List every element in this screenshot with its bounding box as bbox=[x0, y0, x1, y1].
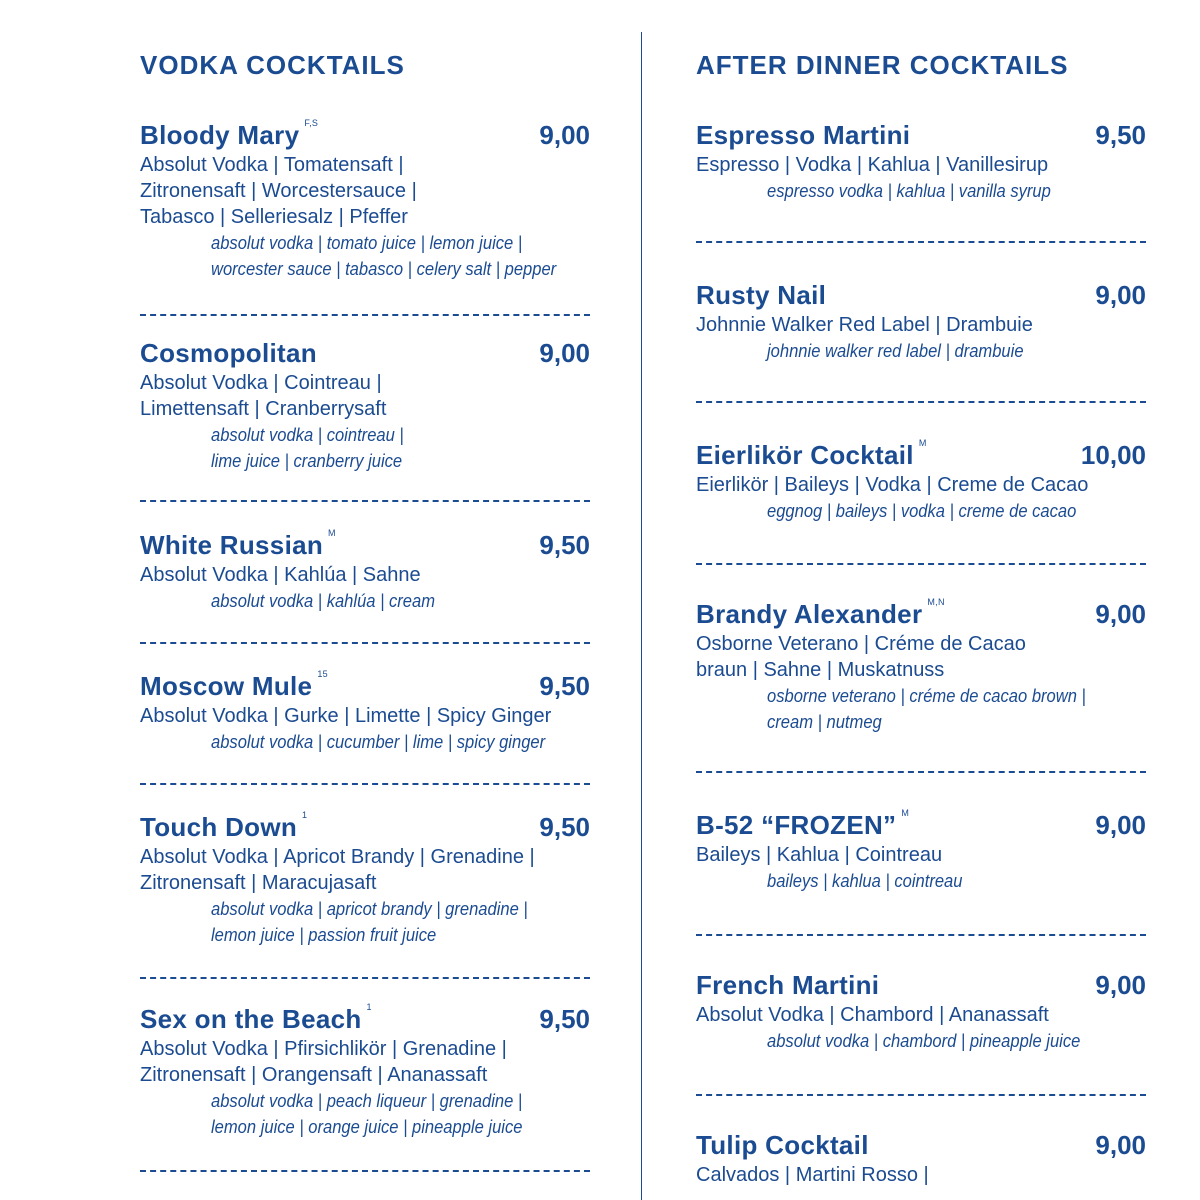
menu-item-espresso-martini bbox=[696, 120, 1146, 204]
english-ingredients: absolut vodka | chambord | pineapple juice bbox=[767, 1031, 1081, 1051]
section-title-vodka-cocktails: VODKA COCKTAILS bbox=[140, 50, 405, 80]
dashed-separator bbox=[140, 500, 590, 502]
dashed-separator bbox=[696, 401, 1146, 403]
item-name: Bloody Mary $^{F,S}$ bbox=[140, 118, 319, 150]
english-ingredients: lemon juice | orange juice | pineapple juice bbox=[211, 1117, 523, 1137]
dashed-separator bbox=[696, 771, 1146, 773]
english-ingredients: absolut vodka | kahlúa | cream bbox=[211, 591, 436, 611]
item-price: 9,50 bbox=[1095, 120, 1146, 150]
item-name: Rusty Nail bbox=[696, 280, 827, 310]
menu-item-rusty-nail bbox=[696, 280, 1146, 364]
german-ingredients: Tabasco | Selleriesalz | Pfeffer bbox=[140, 206, 408, 228]
german-ingredients: Johnnie Walker Red Label | Drambuie bbox=[696, 314, 1033, 336]
english-ingredients: baileys | kahlua | cointreau bbox=[767, 871, 963, 891]
item-name: Touch Down $^1$ bbox=[140, 810, 308, 842]
item-name: Tulip Cocktail bbox=[696, 1130, 869, 1160]
german-ingredients: Absolut Vodka | Gurke | Limette | Spicy Ginger bbox=[140, 705, 552, 727]
item-price: 9,00 bbox=[1095, 810, 1146, 840]
german-ingredients: braun | Sahne | Muskatnuss bbox=[696, 659, 945, 681]
menu-item-sex-on-the-beach bbox=[140, 1004, 590, 1140]
item-name: White Russian $^M$ bbox=[140, 528, 336, 560]
german-ingredients: Calvados | Martini Rosso | bbox=[696, 1164, 929, 1186]
menu-item-cosmopolitan bbox=[140, 338, 590, 474]
dashed-separator bbox=[140, 314, 590, 316]
german-ingredients: Absolut Vodka | Cointreau | bbox=[140, 372, 382, 394]
item-price: 9,00 bbox=[1095, 970, 1146, 1000]
dashed-separator bbox=[696, 1094, 1146, 1096]
english-ingredients: lemon juice | passion fruit juice bbox=[211, 925, 437, 945]
english-ingredients: worcester sauce | tabasco | celery salt | pepper bbox=[211, 259, 557, 279]
dashed-separator bbox=[140, 783, 590, 785]
allergen-note: M bbox=[918, 438, 927, 448]
menu-item-french-martini bbox=[696, 970, 1146, 1054]
item-name: Moscow Mule $^{15}$ bbox=[140, 669, 328, 701]
item-price: 9,00 bbox=[1095, 280, 1146, 310]
english-ingredients: espresso vodka | kahlua | vanilla syrup bbox=[767, 181, 1051, 201]
german-ingredients: Limettensaft | Cranberrysaft bbox=[140, 398, 387, 420]
dashed-separator bbox=[696, 934, 1146, 936]
menu-item-touch-down bbox=[140, 812, 590, 948]
menu-item-moscow-mule bbox=[140, 671, 590, 755]
allergen-note: 1 bbox=[302, 810, 308, 820]
english-ingredients: osborne veterano | créme de cacao brown | bbox=[767, 686, 1086, 706]
english-ingredients: absolut vodka | tomato juice | lemon juice | bbox=[211, 233, 523, 253]
english-ingredients: absolut vodka | cointreau | bbox=[211, 425, 404, 445]
english-ingredients: johnnie walker red label | drambuie bbox=[767, 341, 1024, 361]
item-name: Espresso Martini bbox=[696, 120, 911, 150]
german-ingredients: Eierlikör | Baileys | Vodka | Creme de Cacao bbox=[696, 474, 1089, 496]
section-title-after-dinner-cocktails: AFTER DINNER COCKTAILS bbox=[696, 50, 1069, 80]
allergen-note: 15 bbox=[317, 669, 328, 679]
item-price: 9,00 bbox=[539, 338, 590, 368]
item-name: French Martini bbox=[696, 970, 880, 1000]
allergen-note: M bbox=[901, 808, 910, 818]
item-price: 9,50 bbox=[539, 530, 590, 560]
allergen-note: M bbox=[328, 528, 336, 538]
german-ingredients: Baileys | Kahlua | Cointreau bbox=[696, 844, 943, 866]
item-name: B-52 “FROZEN” $^M$ bbox=[696, 808, 910, 840]
menu-item-white-russian bbox=[140, 530, 590, 614]
menu-item-brandy-alexander bbox=[696, 599, 1146, 735]
german-ingredients: Zitronensaft | Maracujasaft bbox=[140, 872, 377, 894]
menu-item-b-52-frozen bbox=[696, 810, 1146, 894]
menu-item-eierlikoer-cocktail bbox=[696, 440, 1146, 524]
german-ingredients: Absolut Vodka | Kahlúa | Sahne bbox=[140, 564, 421, 586]
english-ingredients: absolut vodka | peach liqueur | grenadine | bbox=[211, 1091, 523, 1111]
item-price: 9,00 bbox=[1095, 1130, 1146, 1160]
english-ingredients: eggnog | baileys | vodka | creme de cacao bbox=[767, 501, 1077, 521]
item-price: 9,50 bbox=[539, 671, 590, 701]
menu-item-bloody-mary bbox=[140, 120, 590, 282]
english-ingredients: absolut vodka | cucumber | lime | spicy ginger bbox=[211, 732, 546, 752]
item-name: Sex on the Beach $^1$ bbox=[140, 1002, 372, 1034]
item-name: Brandy Alexander $^{M,N}$ bbox=[696, 597, 945, 629]
dashed-separator bbox=[140, 977, 590, 979]
dashed-separator bbox=[140, 642, 590, 644]
english-ingredients: lime juice | cranberry juice bbox=[211, 451, 403, 471]
item-price: 10,00 bbox=[1080, 440, 1146, 470]
german-ingredients: Absolut Vodka | Tomatensaft | bbox=[140, 154, 404, 176]
item-price: 9,50 bbox=[539, 812, 590, 842]
german-ingredients: Espresso | Vodka | Kahlua | Vanillesirup bbox=[696, 154, 1049, 176]
item-name: Eierlikör Cocktail $^M$ bbox=[696, 438, 927, 470]
english-ingredients: cream | nutmeg bbox=[767, 712, 882, 732]
german-ingredients: Absolut Vodka | Apricot Brandy | Grenadine | bbox=[140, 846, 535, 868]
german-ingredients: Osborne Veterano | Créme de Cacao bbox=[696, 633, 1026, 655]
german-ingredients: Zitronensaft | Orangensaft | Ananassaft bbox=[140, 1064, 488, 1086]
dashed-separator bbox=[696, 241, 1146, 243]
column-divider bbox=[641, 32, 642, 1200]
dashed-separator bbox=[696, 563, 1146, 565]
item-name: Cosmopolitan bbox=[140, 338, 317, 368]
allergen-note: F,S bbox=[304, 118, 319, 128]
german-ingredients: Absolut Vodka | Chambord | Ananassaft bbox=[696, 1004, 1049, 1026]
german-ingredients: Zitronensaft | Worcestersauce | bbox=[140, 180, 417, 202]
dashed-separator bbox=[140, 1170, 590, 1172]
item-price: 9,00 bbox=[539, 120, 590, 150]
item-price: 9,50 bbox=[539, 1004, 590, 1034]
allergen-note: M,N bbox=[927, 597, 945, 607]
english-ingredients: absolut vodka | apricot brandy | grenadine | bbox=[211, 899, 528, 919]
german-ingredients: Absolut Vodka | Pfirsichlikör | Grenadine | bbox=[140, 1038, 507, 1060]
menu-item-tulip-cocktail bbox=[696, 1130, 1146, 1188]
allergen-note: 1 bbox=[366, 1002, 372, 1012]
item-price: 9,00 bbox=[1095, 599, 1146, 629]
